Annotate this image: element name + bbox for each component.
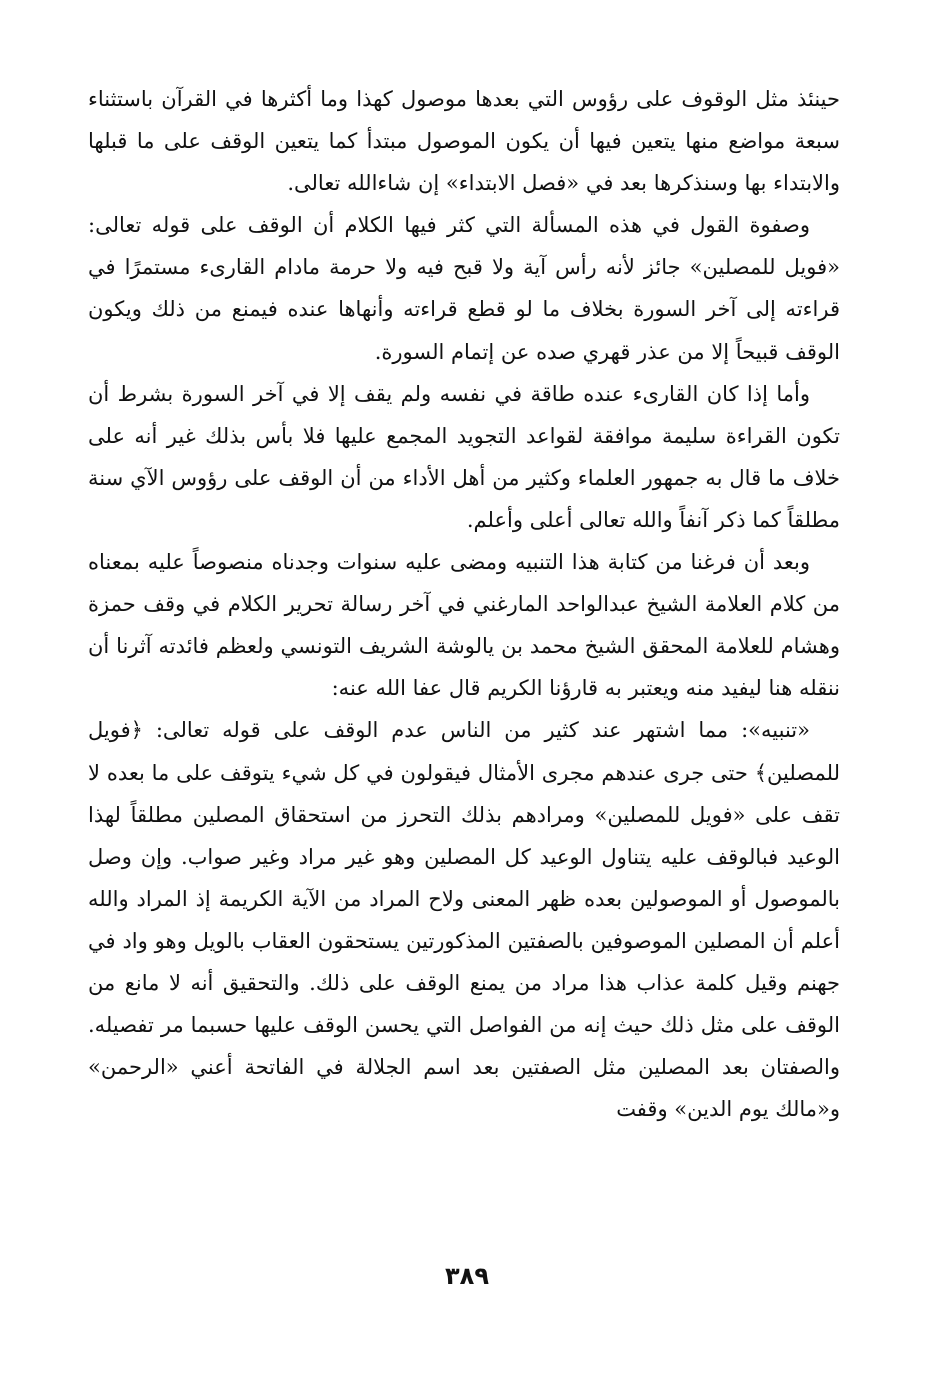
paragraph: وبعد أن فرغنا من كتابة هذا التنبيه ومضى عليه سنوات وجدناه منصوصاً عليه بمعناه من كلام العلامة الشيخ عبدالواحد المارغني في آخر رسالة تحرير الكلام في وقف حمزة وهشام للعلامة المحقق الشيخ محمد بن يالوشة الشريف التونسي ولعظم فائدته آثرنا أن ننقله هنا ليفيد منه ويعتبر به قارؤنا الكريم قال عفا الله عنه: [88, 550, 840, 701]
paragraph: وأما إذا كان القارىء عنده طاقة في نفسه ولم يقف إلا في آخر السورة بشرط أن تكون القراءة سليمة موافقة لقواعد التجويد المجمع عليها فلا بأس بذلك غير أنه على خلاف ما قال به جمهور العلماء وكثير من أهل الأداء من أن الوقف على رؤوس الآي سنة مطلقاً كما ذكر آنفاً والله تعالى أعلى وأعلم. [88, 381, 840, 532]
page-number: ٣٨٩ [445, 1262, 489, 1290]
paragraph: «تنبيه»: مما اشتهر عند كثير من الناس عدم الوقف على قوله تعالى: ﴿فويل للمصلين﴾ حتى جرى عندهم مجرى الأمثال فيقولون في كل شيء يتوقف على ما بعده لا تقف على «فويل للمصلين» ومرادهم بذلك التحرز من استحقاق المصلين مطلقاً لهذا الوعيد فبالوقف عليه يتناول الوعيد كل المصلين وهو غير مراد وغير صواب. وإن وصل بالموصول أو الموصولين بعده ظهر المعنى ولاح المراد من الآية الكريمة إذ المراد والله أعلم أن المصلين الموصوفين بالصفتين المذكورتين يستحقون العقاب بالويل وهو واد في جهنم وقيل كلمة عذاب هذا مراد من يمنع الوقف على ذلك. والتحقيق أنه لا مانع من الوقف على مثل ذلك حيث إنه من الفواصل التي يحسن الوقف عليها حسبما مر تفصيله. والصفتان بعد المصلين مثل الصفتين بعد اسم الجلالة في الفاتحة أعني «الرحمن» و«مالك يوم الدين» وقفت [88, 718, 840, 1122]
paragraph: حينئذ مثل الوقوف على رؤوس التي بعدها موصول كهذا وما أكثرها في القرآن باستثناء سبعة مواضع منها يتعين فيها أن يكون الموصول مبتدأ كما يتعين الوقف على ما قبلها والابتداء بها وسنذكرها بعد في «فصل الابتداء» إن شاءالله تعالى. [88, 87, 840, 196]
body-text [88, 78, 840, 1130]
paragraph: وصفوة القول في هذه المسألة التي كثر فيها الكلام أن الوقف على قوله تعالى: «فويل للمصلين» جائز لأنه رأس آية ولا قبح فيه ولا حرمة مادام القارىء مستمرًا في قراءته إلى آخر السورة بخلاف ما لو قطع قراءته وأنهاها عنده فيمنع من ذلك ويكون الوقف قبيحاً إلا من عذر قهري صده عن إتمام السورة. [88, 213, 840, 364]
